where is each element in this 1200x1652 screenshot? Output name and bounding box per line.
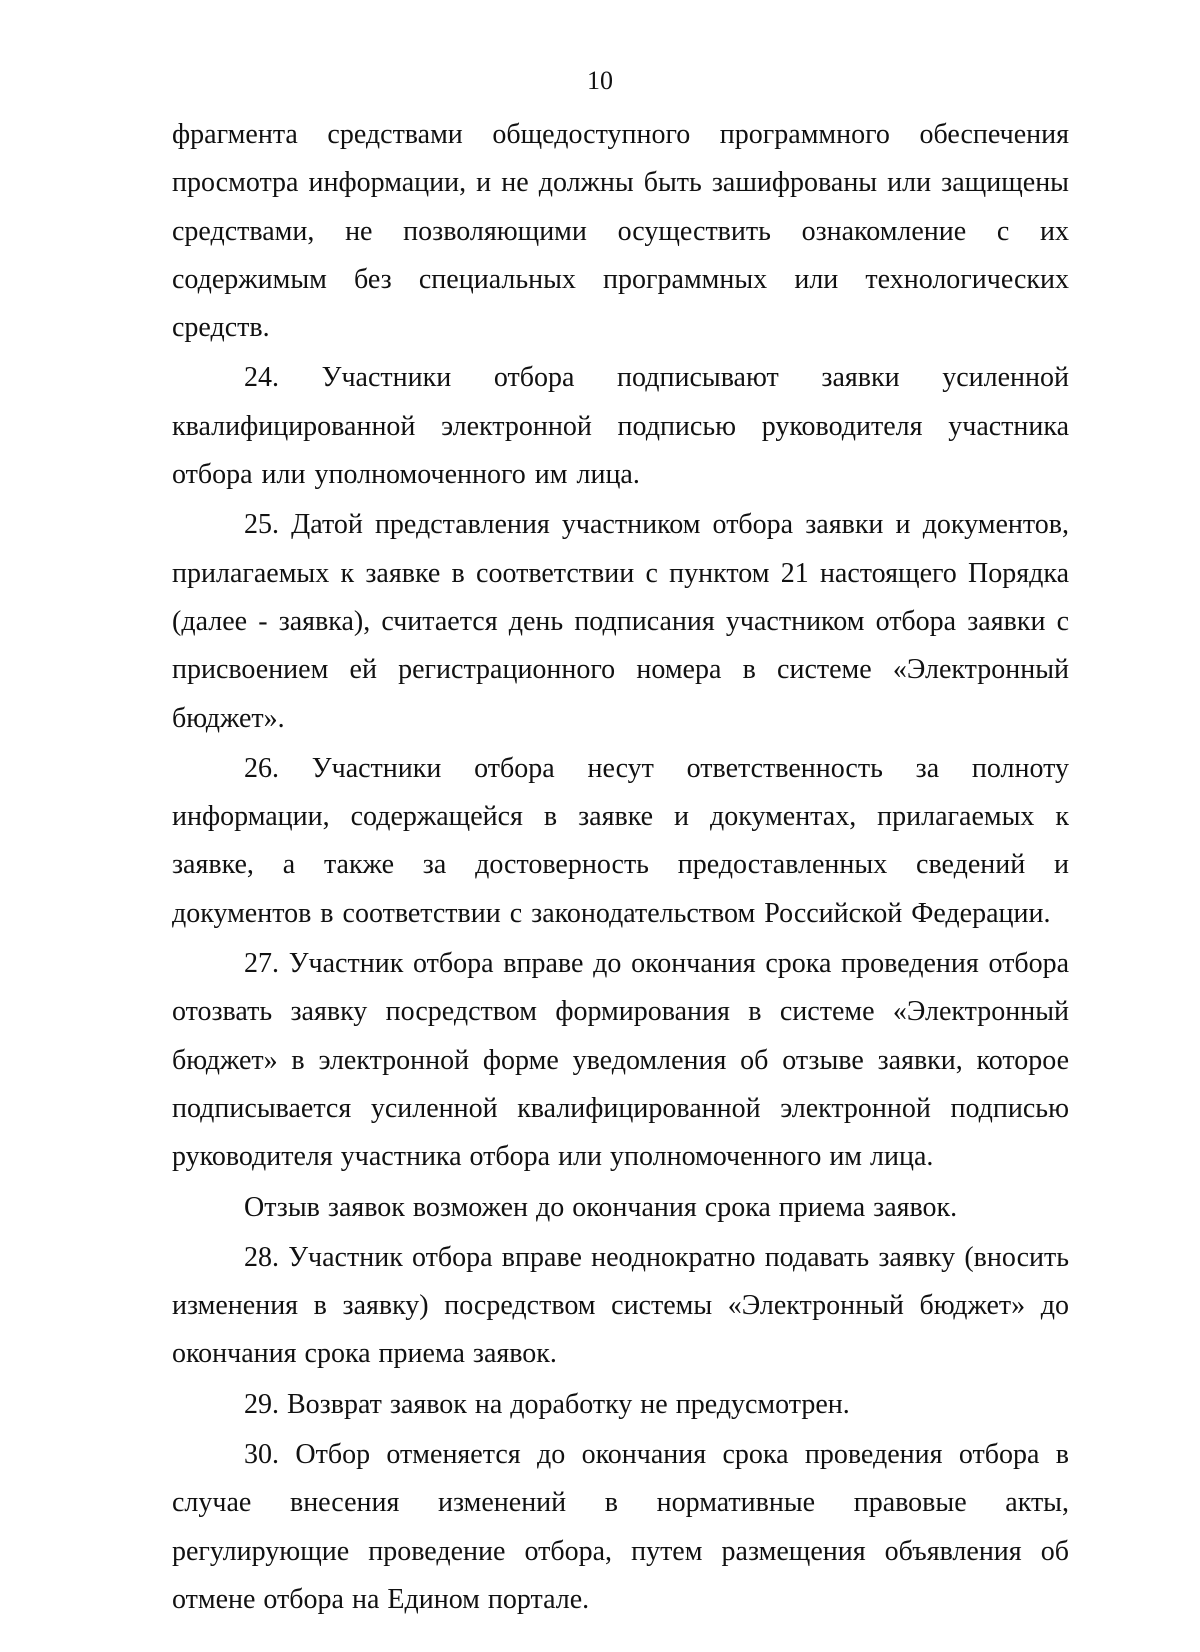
- paragraph-item-29: 29. Возврат заявок на доработку не предусмотрен.: [244, 1388, 850, 1420]
- page-number: 10: [587, 66, 613, 95]
- paragraph-item-26: 26. Участники отбора несут ответственность за полноту информации, содержащейся в заявке и документах, прилагаемых к заявке, а также за достоверность предоставленных сведений и документов в соответствии с законодательством Российской Федерации.: [172, 752, 1069, 929]
- document-body: [172, 111, 1069, 1626]
- paragraph-item-27: 27. Участник отбора вправе до окончания срока проведения отбора отозвать заявку посредством формирования в системе «Электронный бюджет» в электронной форме уведомления об отзыве заявки, которое подписывается усиленной квалифицированной электронной подписью руководителя участника отбора или уполномоченного им лица.: [172, 948, 1069, 1173]
- paragraph-continuation: фрагмента средствами общедоступного программного обеспечения просмотра информации, и не должны быть зашифрованы или защищены средствами, не позволяющими осуществить ознакомление с их содержимым без специальных программных или технологических средств.: [172, 119, 1069, 344]
- paragraph-item-25: 25. Датой представления участником отбора заявки и документов, прилагаемых к заявке в соответствии с пунктом 21 настоящего Порядка (далее - заявка), считается день подписания участником отбора заявки с присвоением ей регистрационного номера в системе «Электронный бюджет».: [172, 509, 1069, 734]
- paragraph-item-27-note: Отзыв заявок возможен до окончания срока приема заявок.: [244, 1191, 958, 1223]
- paragraph-item-24: 24. Участники отбора подписывают заявки усиленной квалифицированной электронной подписью руководителя участника отбора или уполномоченного им лица.: [172, 362, 1069, 491]
- paragraph-item-28: 28. Участник отбора вправе неоднократно подавать заявку (вносить изменения в заявку) посредством системы «Электронный бюджет» до окончания срока приема заявок.: [172, 1241, 1069, 1370]
- paragraph-item-30: 30. Отбор отменяется до окончания срока проведения отбора в случае внесения изменений в нормативные правовые акты, регулирующие проведение отбора, путем размещения объявления об отмене отбора на Едином портале.: [172, 1439, 1069, 1615]
